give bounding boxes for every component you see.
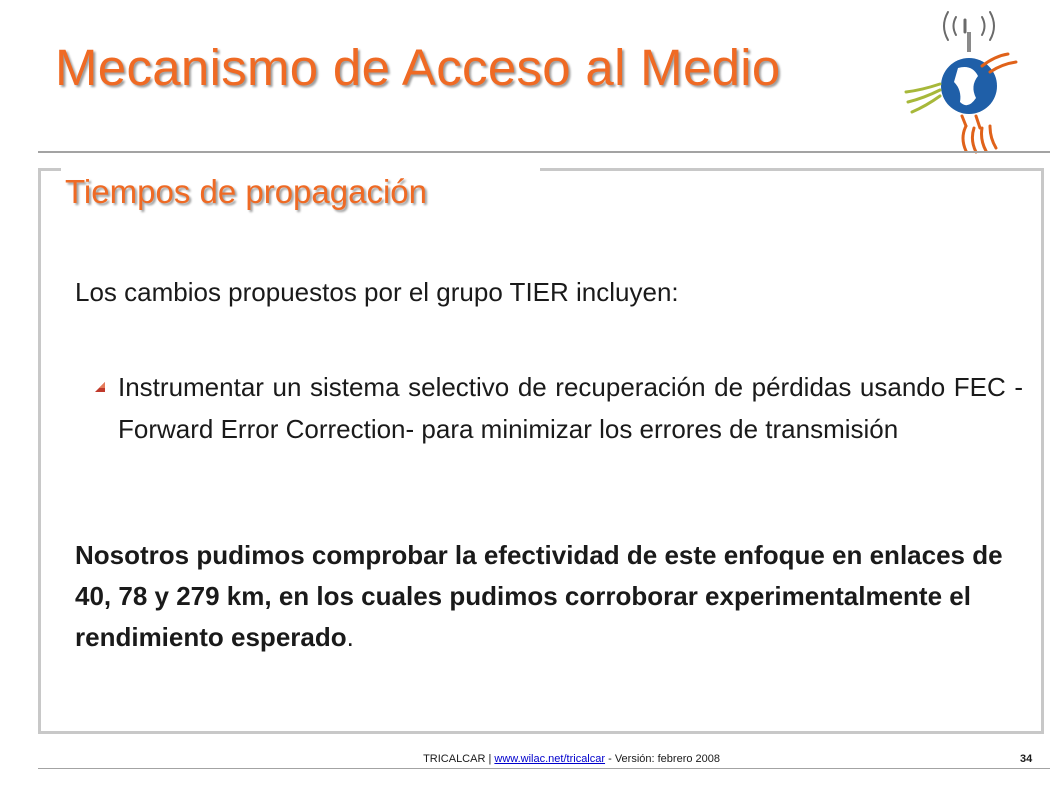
wireless-globe-logo-icon: [900, 6, 1030, 156]
footer: [0, 753, 720, 765]
footer-link[interactable]: www.wilac.net/tricalcar: [494, 753, 606, 765]
footer-separator: |: [488, 753, 492, 765]
section-subtitle: Tiempos de propagación: [65, 173, 428, 210]
footer-org: TRICALCAR: [423, 753, 486, 765]
content-frame-top-right: [540, 168, 1044, 171]
slide-title: Mecanismo de Acceso al Medio: [55, 39, 781, 96]
intro-text: Los cambios propuestos por el grupo TIER incluyen:: [75, 277, 679, 307]
content-frame-top-left: [38, 168, 61, 171]
footer-version: - Versión: febrero 2008: [608, 753, 720, 765]
bullet-icon: [95, 382, 106, 393]
conclusion-body: Nosotros pudimos comprobar la efectividad de este enfoque en enlaces de 40, 78 y 279 km, en los cuales pudimos corroborar experimentalmente el rendimiento esperado: [75, 540, 1003, 652]
conclusion-text: [75, 535, 1015, 658]
footer-divider: [38, 768, 1050, 769]
conclusion-period: .: [346, 622, 354, 652]
bullet-item: Instrumentar un sistema selectivo de recuperación de pérdidas usando FEC -Forward Error Correction- para minimizar los errores de transmisión: [118, 372, 1023, 444]
page-number: 34: [1020, 753, 1033, 765]
title-divider: [38, 151, 1050, 153]
